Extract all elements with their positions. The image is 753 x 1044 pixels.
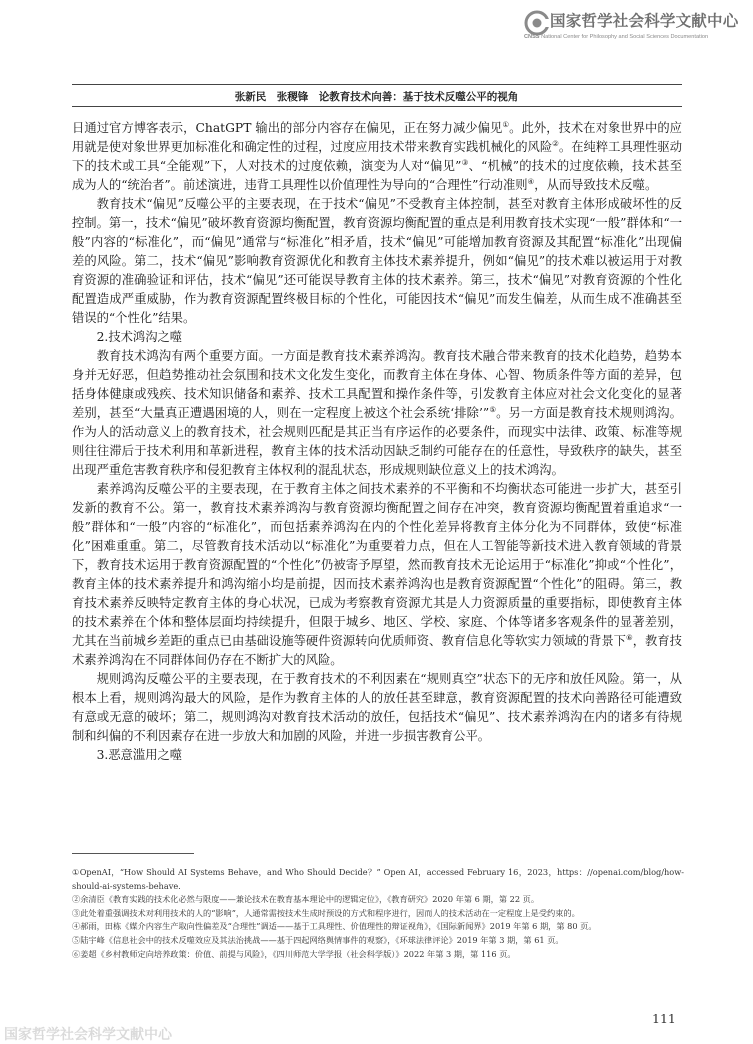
footnote: ④郝雨，田栋《媒介内容生产取向性偏差及“合理性”调适——基于工具理性、价值理性的辩证视角》，《国际新闻界》2019 年第 6 期，第 80 页。 (72, 921, 597, 932)
paragraph: 教育技术鸿沟有两个重要方面。一方面是教育技术素养鸿沟。教育技术融合带来教育的技术化趋势，趋势本身并无好恶，但趋势推动社会氛围和技术文化发生变化，而教育主体在身体、心智、物质条件等方面的差异，包括身体健康或残疾、技术知识储备和素养、技术工具配置和操作条件等，引发教育主体应对社会文化变化的显著差别，甚至“大量真正遭遇困境的人，则在一定程度上被这个社会系统‘排除’”⑤。另一方面是教育技术规则鸿沟。作为人的活动意义上的教育技术，社会规则匹配是其正当有序运作的必要条件，而现实中法律、政策、标准等规则往往滞后于技术利用和革新进程，教育主体的技术活动因缺乏制约可能存在的任意性，导致秩序的缺失，甚至出现严重危害教育秩序和侵犯教育主体权利的混乱状态，形成规则缺位意义上的技术鸿沟。 (72, 349, 682, 477)
running-head: 张新民 张稷锋 论教育技术向善：基于技术反噬公平的视角 (234, 91, 519, 103)
logo-mark-icon (524, 10, 550, 36)
bottom-watermark (0, 1026, 753, 1043)
section-heading: 3.恶意滥用之噬 (96, 748, 183, 762)
footnotes (72, 866, 684, 961)
bottom-watermark-text: 国家哲学社会科学文献中心 (4, 1027, 172, 1043)
body-text (72, 119, 682, 765)
logo-english-name (524, 34, 746, 40)
footnote: ⑤陆宇峰《信息社会中的技术反噬效应及其法治挑战——基于四起网络舆情事件的观察》，《环球法律评论》2019 年第 3 期，第 61 页。 (72, 934, 564, 945)
logo-english-text: National Center for Philosophy and Social Sciences Documentation (541, 34, 709, 40)
footnote: ①OpenAI，“How Should AI Systems Behave，and Who Should Decide？” Open AI，accessed February 16，2023，https：//openai.com/blog/how-should-ai-systems-behave. (72, 867, 684, 891)
footnote-marker: ① (502, 119, 510, 129)
publisher-logo (524, 10, 746, 40)
logo-english-prefix: CNSS (524, 34, 540, 40)
paragraph: 日通过官方博客表示，ChatGPT 输出的部分内容存在偏见，正在努力减少偏见①。此外，技术在对象世界中的应用就是使对象世界更加标准化和确定性的过程，过度应用技术带来教育实践机械化的风险②。在纯粹工具理性驱动下的技术或工具“全能观”下，人对技术的过度依赖，演变为人对“偏见”③、“机械”的技术的过度依赖，技术甚至成为人的“统治者”。前述演进，违背工具理性以价值理性为导向的“合理性”行动准则④，从而导致技术反噬。 (72, 119, 682, 192)
footnote-marker: ② (552, 138, 559, 148)
paragraph: 规则鸿沟反噬公平的主要表现，在于教育技术的不利因素在“规则真空”状态下的无序和放任风险。第一，从根本上看，规则鸿沟最大的风险，是作为教育主体的人的放任甚至肆意，教育资源配置的技术向善路径可能遭致有意或无意的破坏；第二，规则鸿沟对教育技术活动的放任，包括技术“偏见”、技术素养鸿沟在内的诸多有待规制和纠偏的不利因素存在进一步放大和加剧的风险，并进一步损害教育公平。 (72, 672, 682, 743)
header-rule-top (72, 84, 682, 85)
paragraph: 教育技术“偏见”反噬公平的主要表现，在于技术“偏见”不受教育主体控制，甚至对教育主体形成破坏性的反控制。第一，技术“偏见”破坏教育资源均衡配置，教育资源均衡配置的重点是利用教育技术实现“一般”群体和“一般”内容的“标准化”，而“偏见”通常与“标准化”相矛盾，技术“偏见”可能增加教育资源及其配置“标准化”出现偏差的风险。第二，技术“偏见”影响教育资源优化和教育主体技术素养提升，例如“偏见”的技术难以被运用于对教育资源的准确验证和评估，技术“偏见”还可能误导教育主体的技术素养。第三，技术“偏见”对教育资源的个性化配置造成严重威胁，作为教育资源配置终极目标的个性化，可能因技术“偏见”而发生偏差，从而生成不准确甚至错误的“个性化”结果。 (72, 197, 682, 325)
footnote: ⑥姜超《乡村教师定向培养政策：价值、前提与风险》，《四川师范大学学报（社会科学版）》2022 年第 3 期，第 116 页。 (72, 948, 516, 959)
section-heading: 2.技术鸿沟之噬 (96, 330, 183, 344)
footnote: ③此处着重强调技术对利用技术的人的“影响”，人通常需按技术生成时预设的方式和程序进行，因而人的技术活动在一定程度上是受约束的。 (72, 907, 580, 918)
footnote: ②余清臣《教育实践的技术化必然与限度——兼论技术在教育基本理论中的逻辑定位》，《教育研究》2020 年第 6 期，第 22 页。 (72, 894, 540, 905)
footnote-marker: ⑥ (626, 632, 633, 642)
footnote-marker: ③ (461, 157, 469, 167)
footnote-divider (72, 853, 194, 854)
header-rule-bottom (72, 106, 682, 107)
logo-chinese-name: 国家哲学社会科学文献中心 (550, 12, 739, 30)
footnote-marker: ④ (527, 176, 535, 186)
paragraph: 素养鸿沟反噬公平的主要表现，在于教育主体之间技术素养的不平衡和不均衡状态可能进一步扩大，甚至引发新的教育不公。第一，教育技术素养鸿沟与教育资源均衡配置之间存在冲突，教育资源均衡配置着重追求“一般”群体和“一般”内容的“标准化”，而包括素养鸿沟在内的个性化差异将教育主体分化为不同群体，致使“标准化”困难重重。第二，尽管教育技术活动以“标准化”为重要着力点，但在人工智能等新技术进入教育领域的背景下，教育技术运用于教育资源配置的“个性化”仍被寄予厚望，然而教育技术无论运用于“标准化”抑或“个性化”，教育主体的技术素养提升和鸿沟缩小均是前提，因而技术素养鸿沟也是教育资源配置“个性化”的阻碍。第三，教育技术素养反映特定教育主体的身心状况，已成为考察教育资源尤其是人力资源质量的重要指标，即使教育主体的技术素养在个体和整体层面均持续提升，但限于城乡、地区、学校、家庭、个体等诸多客观条件的显著差别，尤其在当前城乡差距的重点已由基础设施等硬件资源转向优质师资、教育信息化等软实力领域的背景下⑥，教育技术素养鸿沟在不同群体间仍存在不断扩大的风险。 (72, 482, 682, 667)
footnote-marker: ⑤ (489, 404, 497, 414)
page-number: 111 (652, 1011, 676, 1026)
